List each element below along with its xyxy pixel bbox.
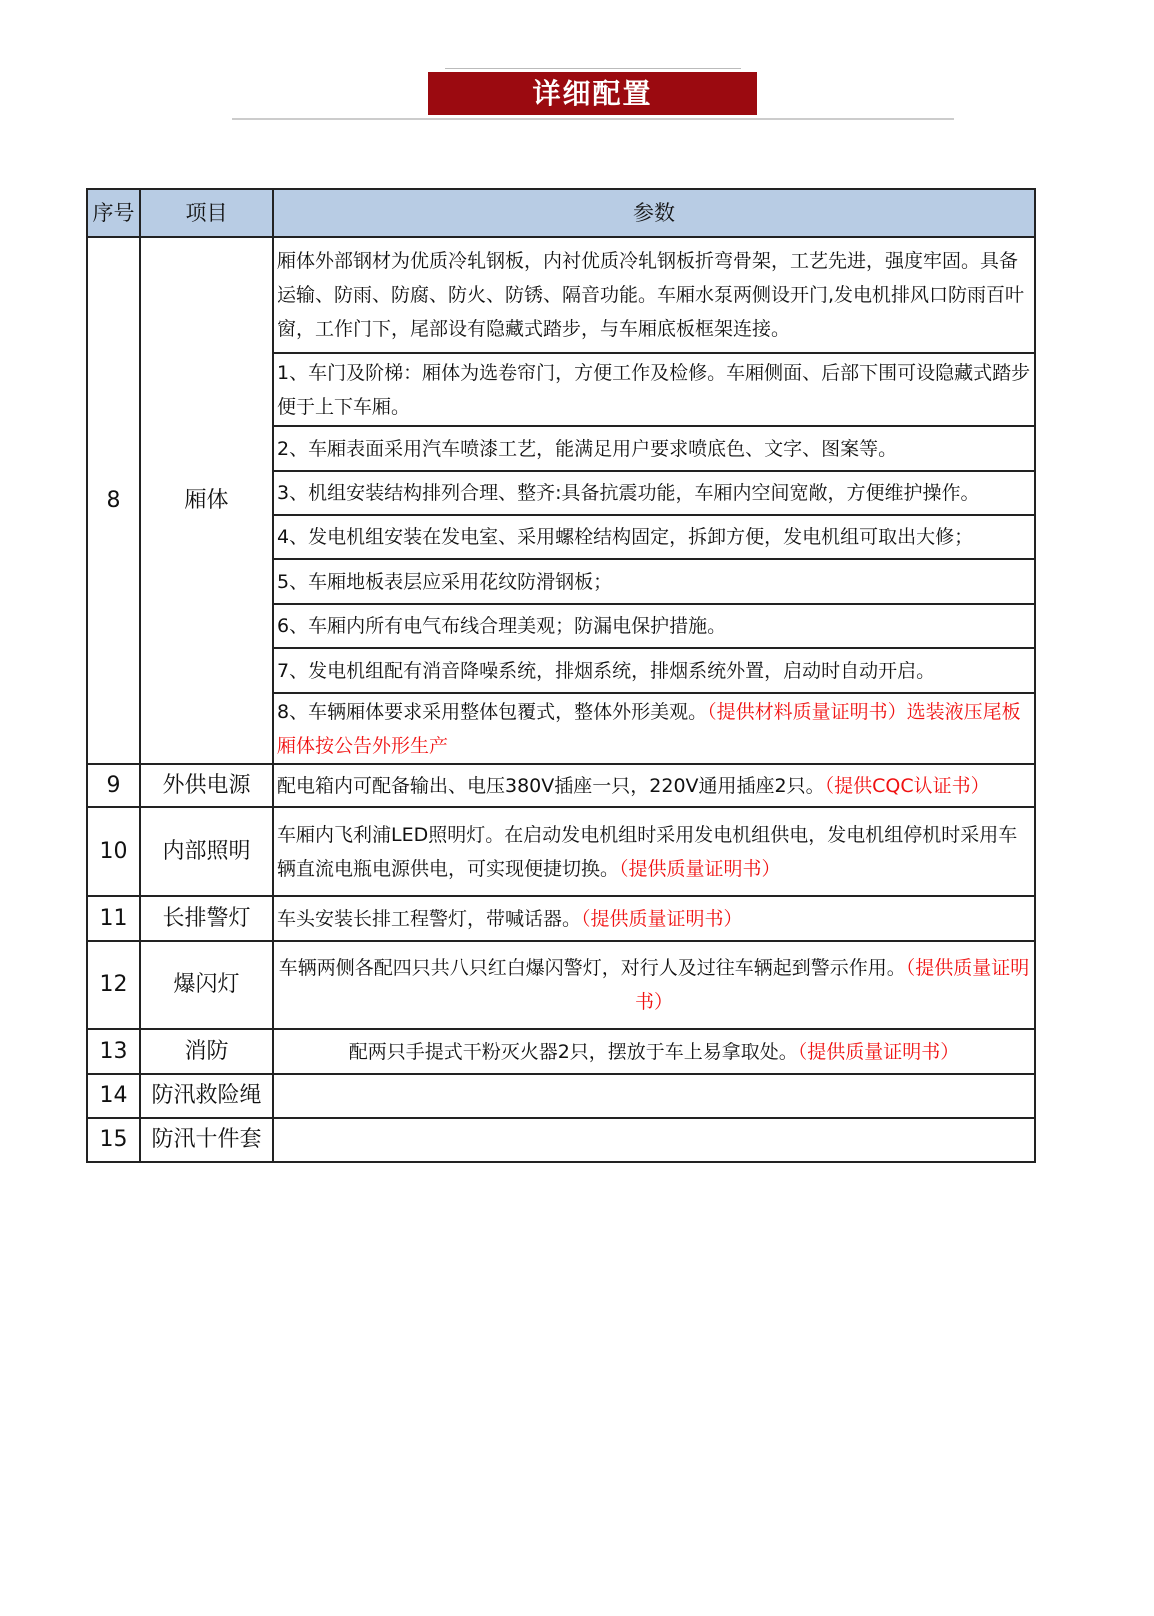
row-item: 防汛十件套: [140, 1118, 273, 1162]
row-item: 厢体: [140, 237, 273, 764]
param-cell: 2、车厢表面采用汽车喷漆工艺，能满足用户要求喷底色、文字、图案等。: [273, 426, 1035, 471]
row-no: 15: [87, 1118, 140, 1162]
param-cell: 8、车辆厢体要求采用整体包覆式，整体外形美观。（提供材料质量证明书）选装液压尾板厢体按公告外形生产: [273, 693, 1035, 764]
param-cell: 1、车门及阶梯：厢体为选卷帘门，方便工作及检修。车厢侧面、后部下围可设隐藏式踏步便于上下车厢。: [273, 353, 1035, 426]
param-cell: 车头安装长排工程警灯，带喊话器。（提供质量证明书）: [273, 896, 1035, 941]
param-cell: 厢体外部钢材为优质冷轧钢板，内衬优质冷轧钢板折弯骨架，工艺先进，强度牢固。具备运输、防雨、防腐、防火、防锈、隔音功能。车厢水泵两侧设开门,发电机排风口防雨百叶窗，工作门下，尾部设有隐藏式踏步，与车厢底板框架连接。: [273, 237, 1035, 353]
table-row: [87, 1029, 1035, 1074]
row-item: 爆闪灯: [140, 941, 273, 1029]
param-cell: 配电箱内可配备输出、电压380V插座一只，220V通用插座2只。（提供CQC认证书）: [273, 764, 1035, 807]
header-params: 参数: [273, 189, 1035, 237]
param-cell: 车厢内飞利浦LED照明灯。在启动发电机组时采用发电机组供电，发电机组停机时采用车辆直流电瓶电源供电，可实现便捷切换。（提供质量证明书）: [273, 807, 1035, 896]
param-cell: 6、车厢内所有电气布线合理美观；防漏电保护措施。: [273, 604, 1035, 648]
table-row: [87, 807, 1035, 896]
row-item: 外供电源: [140, 764, 273, 807]
certificate-note: （提供质量证明书）: [634, 957, 1030, 1013]
certificate-note: （提供质量证明书）: [797, 1040, 960, 1063]
row-item: 长排警灯: [140, 896, 273, 941]
param-cell: 4、发电机组安装在发电室、采用螺栓结构固定，拆卸方便，发电机组可取出大修；: [273, 515, 1035, 559]
certificate-note: （提供CQC认证书）: [824, 774, 990, 797]
param-cell: 车辆两侧各配四只共八只红白爆闪警灯，对行人及过往车辆起到警示作用。（提供质量证明书）: [273, 941, 1035, 1029]
row-item: 防汛救险绳: [140, 1074, 273, 1118]
certificate-note: （提供质量证明书）: [619, 857, 781, 880]
row-no: 12: [87, 941, 140, 1029]
row-no: 9: [87, 764, 140, 807]
config-table: [86, 188, 1036, 1163]
header-no: 序号: [87, 189, 140, 237]
row-no: 13: [87, 1029, 140, 1074]
param-cell: 配两只手提式干粉灭火器2只，摆放于车上易拿取处。（提供质量证明书）: [273, 1029, 1035, 1074]
title-top-rule: [445, 68, 741, 69]
header-item: 项目: [140, 189, 273, 237]
title-bottom-rule: [232, 118, 954, 120]
row-item: 消防: [140, 1029, 273, 1074]
param-cell: 7、发电机组配有消音降噪系统，排烟系统，排烟系统外置，启动时自动开启。: [273, 648, 1035, 693]
table-row: [87, 764, 1035, 807]
param-cell: 3、机组安装结构排列合理、整齐:具备抗震功能，车厢内空间宽敞，方便维护操作。: [273, 471, 1035, 515]
table-row: [87, 1118, 1035, 1162]
table-row: [87, 896, 1035, 941]
row-no: 11: [87, 896, 140, 941]
certificate-note: （提供质量证明书）: [581, 907, 743, 930]
row-item: 内部照明: [140, 807, 273, 896]
row-no: 8: [87, 237, 140, 764]
table-row: [87, 941, 1035, 1029]
page-title: 详细配置: [428, 72, 757, 115]
param-cell: [273, 1118, 1035, 1162]
table-row: [87, 1074, 1035, 1118]
param-cell: [273, 1074, 1035, 1118]
param-cell: 5、车厢地板表层应采用花纹防滑钢板；: [273, 559, 1035, 604]
table-header: [87, 189, 1035, 237]
row-no: 10: [87, 807, 140, 896]
table-row: [87, 237, 1035, 353]
certificate-note: （提供材料质量证明书）选装液压尾板厢体按公告外形生产: [277, 700, 1021, 757]
row-no: 14: [87, 1074, 140, 1118]
